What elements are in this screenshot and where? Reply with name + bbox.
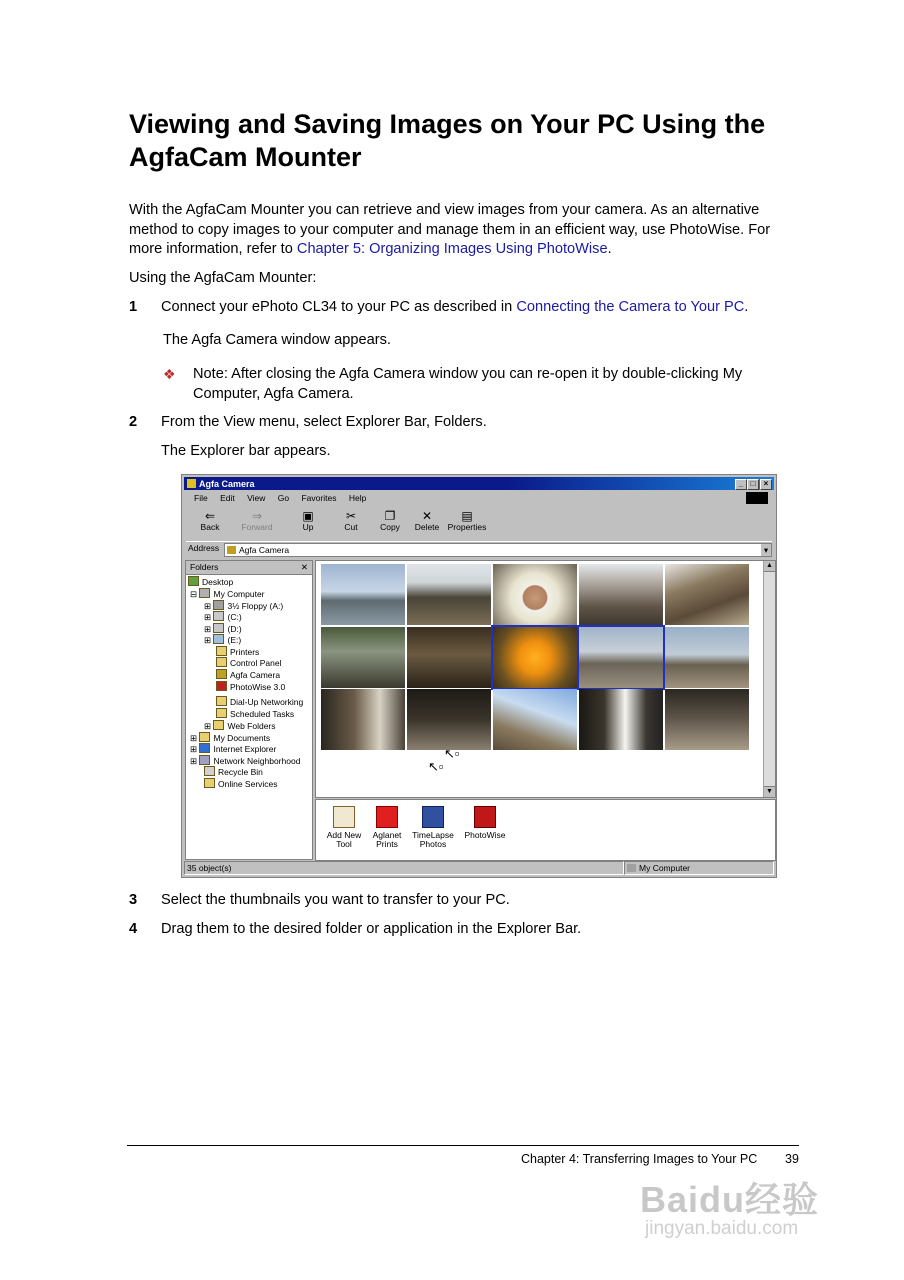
app-label: Aglanet: [372, 830, 402, 840]
note-text: Note: After closing the Agfa Camera window you can re-open it by double-clicking My Computer, Agfa Camera.: [193, 366, 743, 402]
timelapse-icon: [422, 806, 444, 828]
tree-label: Printers: [230, 647, 260, 657]
menu-view[interactable]: View: [247, 493, 266, 503]
tree-item-photowise[interactable]: [216, 681, 285, 692]
cut-label: Cut: [344, 522, 358, 532]
folder-icon: [204, 778, 215, 788]
status-location-label: My Computer: [639, 863, 691, 873]
tree-item-printers[interactable]: [216, 646, 259, 657]
scroll-up-icon[interactable]: ▲: [764, 561, 775, 572]
tree-item-scheduled-tasks[interactable]: [216, 708, 294, 719]
scissors-icon: ✂: [345, 509, 357, 523]
watermark-url: jingyan.baidu.com: [645, 1218, 799, 1239]
floppy-icon: [213, 600, 224, 610]
image-thumbnail-selected[interactable]: [493, 627, 577, 688]
applications-pane: [315, 799, 776, 861]
page-title: Viewing and Saving Images on Your PC Using the AgfaCam Mounter: [129, 109, 766, 172]
add-tool-icon: [333, 806, 355, 828]
tree-label: My Documents: [213, 733, 271, 743]
tree-item-internet-explorer[interactable]: ⊞ Internet Explorer: [190, 744, 277, 754]
tree-item-my-computer[interactable]: ⊟ My Computer: [190, 589, 265, 599]
dialup-icon: [216, 696, 227, 706]
image-thumbnail-selected[interactable]: [579, 627, 663, 688]
timelapse-photos-button[interactable]: [411, 806, 455, 849]
footer-divider: [127, 1145, 799, 1146]
properties-button[interactable]: [447, 510, 487, 532]
menu-edit[interactable]: Edit: [220, 493, 235, 503]
menu-go[interactable]: Go: [277, 493, 290, 503]
drive-icon: [213, 611, 224, 621]
up-button[interactable]: [290, 510, 326, 532]
printers-icon: [216, 646, 227, 656]
drag-cursor-icon: ↖▫: [428, 759, 444, 774]
note-bullet-icon: ❖: [163, 366, 176, 382]
tree-item-my-documents[interactable]: ⊞ My Documents: [190, 733, 271, 743]
agfa-camera-window: [181, 474, 777, 878]
address-input[interactable]: [224, 543, 772, 557]
menu-favorites[interactable]: Favorites: [301, 493, 337, 503]
tree-label: (E:): [227, 635, 242, 645]
forward-button[interactable]: [239, 510, 275, 532]
windows-logo-icon: [746, 492, 768, 504]
menu-file[interactable]: File: [194, 493, 208, 503]
step-1-text: Connect your ePhoto CL34 to your PC as described in: [161, 299, 517, 315]
tree-item-control-panel[interactable]: [216, 657, 282, 668]
recycle-bin-icon: [204, 766, 215, 776]
tree-item-recycle-bin[interactable]: [204, 766, 263, 777]
image-thumbnail[interactable]: [665, 689, 749, 750]
tree-item-online-services[interactable]: [204, 778, 278, 789]
step-number: 4: [129, 921, 138, 937]
close-button[interactable]: ×: [760, 479, 772, 490]
image-thumbnail[interactable]: [665, 564, 749, 625]
thumbnail-view: [315, 560, 776, 798]
tree-label: Agfa Camera: [230, 670, 281, 680]
using-label: Using the AgfaCam Mounter:: [129, 270, 317, 286]
tree-label: Recycle Bin: [218, 767, 263, 777]
properties-label: Properties: [447, 522, 487, 532]
camera-icon: [216, 669, 227, 679]
address-bar: [186, 541, 772, 557]
app-label: Add New: [326, 830, 362, 840]
tree-item-desktop[interactable]: [188, 576, 233, 587]
cut-button[interactable]: [333, 510, 369, 532]
up-folder-icon: ▣: [302, 509, 314, 523]
back-button[interactable]: [192, 510, 228, 532]
tree-item-e-drive[interactable]: ⊞ (E:): [204, 635, 242, 645]
watermark-logo: Baidu经验: [640, 1179, 820, 1220]
page-number: 39: [785, 1152, 799, 1166]
tree-item-d-drive[interactable]: ⊞ (D:): [204, 624, 242, 634]
minimize-button[interactable]: _: [735, 479, 747, 490]
maximize-button[interactable]: □: [747, 479, 759, 490]
folders-pane: [185, 560, 313, 860]
cd-drive-icon: [213, 634, 224, 644]
drive-icon: [213, 623, 224, 633]
address-value: Agfa Camera: [239, 545, 290, 555]
step-1: [161, 298, 801, 318]
copy-label: Copy: [380, 522, 400, 532]
copy-button[interactable]: [372, 510, 408, 532]
status-location: [624, 861, 774, 875]
network-icon: [199, 755, 210, 765]
image-thumbnail[interactable]: [407, 689, 491, 750]
camera-icon: [187, 479, 196, 488]
tree-label: 3½ Floppy (A:): [227, 601, 284, 611]
ie-icon: [199, 743, 210, 753]
step-4: Drag them to the desired folder or application in the Explorer Bar.: [161, 921, 582, 937]
app-label: TimeLapse: [412, 830, 454, 840]
chapter5-link[interactable]: Chapter 5: Organizing Images Using PhotoWise: [296, 241, 608, 257]
tree-item-c-drive[interactable]: ⊞ (C:): [204, 612, 242, 622]
dropdown-arrow-icon[interactable]: ▾: [761, 544, 771, 556]
image-thumbnail[interactable]: [579, 564, 663, 625]
computer-icon: [627, 864, 636, 872]
copy-icon: ❐: [384, 509, 396, 523]
footer-chapter: Chapter 4: Transferring Images to Your PC: [521, 1152, 758, 1166]
step-number: 1: [129, 299, 138, 315]
tree-item-floppy[interactable]: ⊞ 3½ Floppy (A:): [204, 601, 284, 611]
tree-item-agfa-camera[interactable]: [216, 669, 280, 680]
scroll-down-icon[interactable]: ▼: [764, 786, 775, 797]
connecting-camera-link[interactable]: Connecting the Camera to Your PC: [516, 299, 745, 315]
tree-label: Scheduled Tasks: [230, 709, 295, 719]
app-label: Photos: [419, 839, 447, 849]
photowise-icon: [216, 681, 227, 691]
tree-label: Web Folders: [227, 721, 276, 731]
app-label: Tool: [336, 839, 352, 849]
tasks-icon: [216, 708, 227, 718]
back-label: Back: [200, 522, 220, 532]
properties-icon: ▤: [461, 509, 473, 523]
step-2: From the View menu, select Explorer Bar, Folders.: [161, 414, 487, 430]
tree-label: Network Neighborhood: [213, 756, 301, 766]
add-new-tool-button[interactable]: [322, 806, 366, 849]
folder-icon: [199, 732, 210, 742]
forward-arrow-icon: ⇒: [251, 509, 263, 523]
window-title: Agfa Camera: [199, 479, 255, 489]
image-thumbnail[interactable]: [321, 627, 405, 688]
drag-cursor-icon: ↖▫: [444, 746, 460, 761]
delete-button[interactable]: [409, 510, 445, 532]
desktop-icon: [188, 576, 199, 586]
step-3: Select the thumbnails you want to transfer to your PC.: [161, 892, 510, 908]
forward-label: Forward: [241, 522, 273, 532]
close-pane-icon[interactable]: ✕: [300, 562, 308, 572]
tree-label: My Computer: [213, 589, 265, 599]
folders-header: [186, 561, 312, 575]
tree-label: PhotoWise 3.0: [230, 682, 286, 692]
computer-icon: [199, 588, 210, 598]
step-number: 2: [129, 414, 138, 430]
aglanet-prints-button[interactable]: [365, 806, 409, 849]
app-label: PhotoWise: [464, 830, 506, 840]
tree-label: Desktop: [202, 577, 234, 587]
menu-bar: [184, 491, 774, 505]
toolbar: [184, 508, 774, 540]
intro-text: With the AgfaCam Mounter you can retrieve and view images from your camera. As an alternative method to copy images to your computer and manage them in an efficient way, use PhotoWise. For more information, refer to: [129, 202, 771, 257]
image-thumbnail[interactable]: [493, 689, 577, 750]
back-arrow-icon: ⇐: [204, 509, 216, 523]
tree-label: Dial-Up Networking: [230, 697, 304, 707]
tree-label: Control Panel: [230, 658, 282, 668]
tree-item-web-folders[interactable]: ⊞ Web Folders: [204, 721, 276, 731]
tree-label: Online Services: [218, 779, 278, 789]
web-folders-icon: [213, 720, 224, 730]
image-thumbnail[interactable]: [407, 564, 491, 625]
tree-label: Internet Explorer: [213, 744, 277, 754]
intro-end: .: [607, 241, 612, 257]
menu-help[interactable]: Help: [348, 493, 367, 503]
intro-paragraph: [129, 201, 799, 260]
image-thumbnail[interactable]: [321, 564, 405, 625]
step-2-result: The Explorer bar appears.: [161, 443, 331, 459]
image-thumbnail[interactable]: [321, 689, 405, 750]
tree-item-network[interactable]: ⊞ Network Neighborhood: [190, 756, 301, 766]
up-label: Up: [302, 522, 314, 532]
step-number: 3: [129, 892, 138, 908]
control-panel-icon: [216, 657, 227, 667]
image-thumbnail[interactable]: [579, 689, 663, 750]
step-1-end: .: [744, 299, 749, 315]
camera-icon: [227, 546, 236, 554]
delete-x-icon: ✕: [421, 509, 433, 523]
aglanet-icon: [376, 806, 398, 828]
photowise-button[interactable]: [463, 806, 507, 840]
step-1-result: The Agfa Camera window appears.: [163, 332, 391, 348]
app-label: Prints: [376, 839, 398, 849]
window-titlebar: [184, 477, 774, 490]
image-thumbnail[interactable]: [493, 564, 577, 625]
tree-item-dialup[interactable]: [216, 696, 303, 707]
status-object-count: 35 object(s): [184, 861, 624, 875]
tree-label: (D:): [227, 624, 242, 634]
address-label: Address: [188, 543, 220, 553]
vertical-scrollbar[interactable]: [763, 561, 775, 797]
status-bar: [184, 861, 774, 874]
folders-title: Folders: [190, 562, 219, 572]
delete-label: Delete: [414, 522, 440, 532]
image-thumbnail[interactable]: [407, 627, 491, 688]
tree-label: (C:): [227, 612, 242, 622]
image-thumbnail[interactable]: [665, 627, 749, 688]
photowise-icon: [474, 806, 496, 828]
